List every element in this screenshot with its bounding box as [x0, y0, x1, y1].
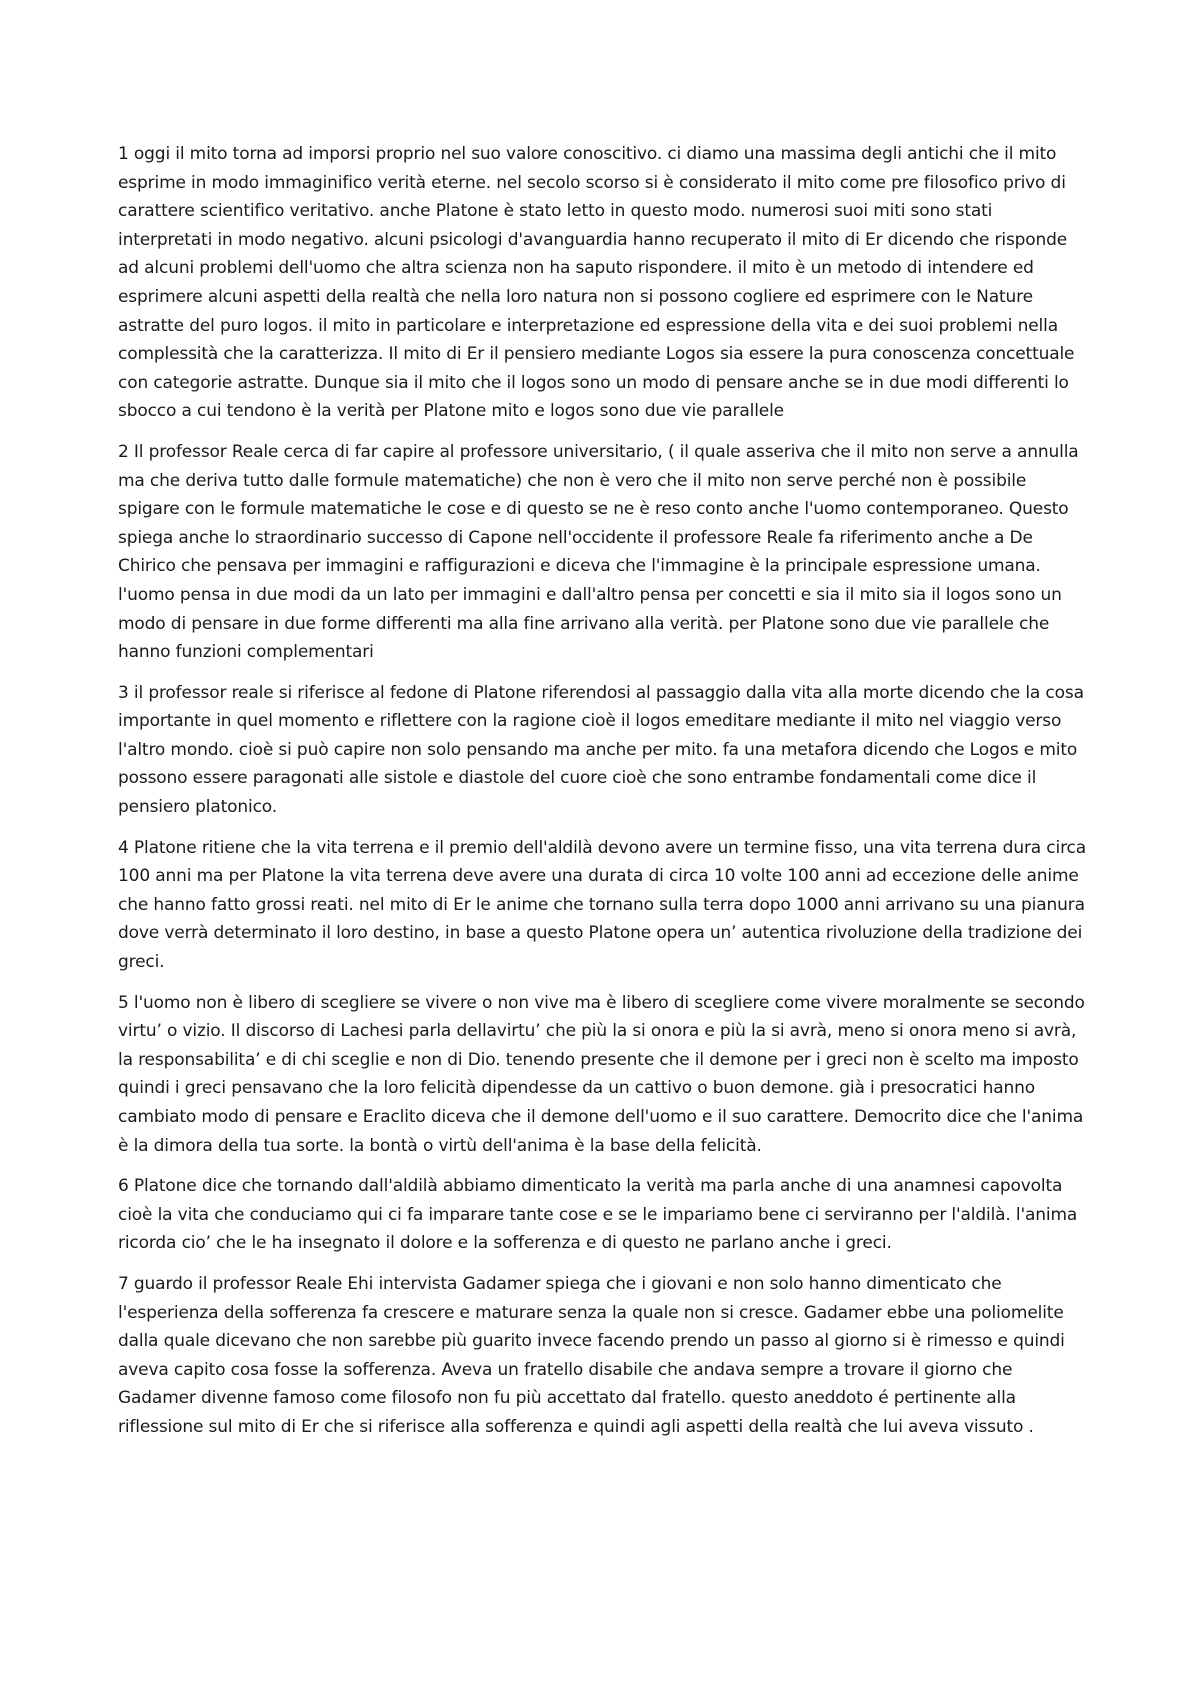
paragraph-2: 2 Il professor Reale cerca di far capire al professore universitario, ( il quale asseriva che il mito non serve a annulla ma che deriva tutto dalle formule matematiche) che non è vero che il mito non serve perché non è possibile spigare con le formule matematiche le cose e di questo se ne è reso conto anche l'uomo contemporaneo. Questo spiega anche lo straordinario successo di Capone nell'occidente il professore Reale fa riferimento anche a De Chirico che pensava per immagini e raffigurazioni e diceva che l'immagine è la principale espressione umana. l'uomo pensa in due modi da un lato per immagini e dall'altro pensa per concetti e sia il mito sia il logos sono un modo di pensare in due forme differenti ma alla fine arrivano alla verità. per Platone sono due vie parallele che hanno funzioni complementari	[118, 441, 1079, 663]
paragraph-5: 5 l'uomo non è libero di scegliere se vivere o non vive ma è libero di scegliere come vivere moralmente se secondo virtu’ o vizio. Il discorso di Lachesi parla dellavirtu’ che più la si onora e più la si avrà, meno si onora meno si avrà, la responsabilita’ e di chi sceglie e non di Dio. tenendo presente che il demone per i greci non è scelto ma imposto quindi i greci pensavano che la loro felicità dipendesse da un cattivo o buon demone. già i presocratici hanno cambiato modo di pensare e Eraclito diceva che il demone dell'uomo e il suo carattere. Democrito dice che l'anima è la dimora della tua sorte. la bontà o virtù dell'anima è la base della felicità.	[118, 992, 1085, 1156]
paragraph-3: 3 il professor reale si riferisce al fedone di Platone riferendosi al passaggio dalla vita alla morte dicendo che la cosa importante in quel momento e riflettere con la ragione cioè il logos emeditare mediante il mito nel viaggio verso l'altro mondo. cioè si può capire non solo pensando ma anche per mito. fa una metafora dicendo che Logos e mito possono essere paragonati alle sistole e diastole del cuore cioè che sono entrambe fondamentali come dice il pensiero platonico.	[118, 682, 1084, 818]
paragraph-1: 1 oggi il mito torna ad imporsi proprio nel suo valore conoscitivo. ci diamo una massima degli antichi che il mito esprime in modo immaginifico verità eterne. nel secolo scorso si è considerato il mito come pre filosofico privo di carattere scientifico veritativo. anche Platone è stato letto in questo modo. numerosi suoi miti sono stati interpretati in modo negativo. alcuni psicologi d'avanguardia hanno recuperato il mito di Er dicendo che risponde ad alcuni problemi dell'uomo che altra scienza non ha saputo rispondere. il mito è un metodo di intendere ed esprimere alcuni aspetti della realtà che nella loro natura non si possono cogliere ed esprimere con le Nature astratte del puro logos. il mito in particolare e interpretazione ed espressione della vita e dei suoi problemi nella complessità che la caratterizza. Il mito di Er il pensiero mediante Logos sia essere la pura conoscenza concettuale con categorie astratte. Dunque sia il mito che il logos sono un modo di pensare anche se in due modi differenti lo sbocco a cui tendono è la verità per Platone mito e logos sono due vie parallele	[118, 144, 1075, 422]
document-body	[118, 140, 1088, 1454]
paragraph-6: 6 Platone dice che tornando dall'aldilà abbiamo dimenticato la verità ma parla anche di una anamnesi capovolta cioè la vita che conduciamo qui ci fa imparare tante cose e se le impariamo bene ci serviranno per l'aldilà. l'anima ricorda cio’ che le ha insegnato il dolore e la sofferenza e di questo ne parlano anche i greci.	[118, 1176, 1078, 1254]
paragraph-4: 4 Platone ritiene che la vita terrena e il premio dell'aldilà devono avere un termine fisso, una vita terrena dura circa 100 anni ma per Platone la vita terrena deve avere una durata di circa 10 volte 100 anni ad eccezione delle anime che hanno fatto grossi reati. nel mito di Er le anime che tornano sulla terra dopo 1000 anni arrivano su una pianura dove verrà determinato il loro destino, in base a questo Platone opera un’ autentica rivoluzione della tradizione dei greci.	[118, 837, 1087, 973]
paragraph-7: 7 guardo il professor Reale Ehi intervista Gadamer spiega che i giovani e non solo hanno dimenticato che l'esperienza della sofferenza fa crescere e maturare senza la quale non si cresce. Gadamer ebbe una poliomelite dalla quale dicevano che non sarebbe più guarito invece facendo prendo un passo al giorno si è rimesso e quindi aveva capito cosa fosse la sofferenza. Aveva un fratello disabile che andava sempre a trovare il giorno che Gadamer divenne famoso come filosofo non fu più accettato dal fratello. questo aneddoto é pertinente alla riflessione sul mito di Er che si riferisce alla sofferenza e quindi agli aspetti della realtà che lui aveva vissuto .	[118, 1273, 1065, 1437]
